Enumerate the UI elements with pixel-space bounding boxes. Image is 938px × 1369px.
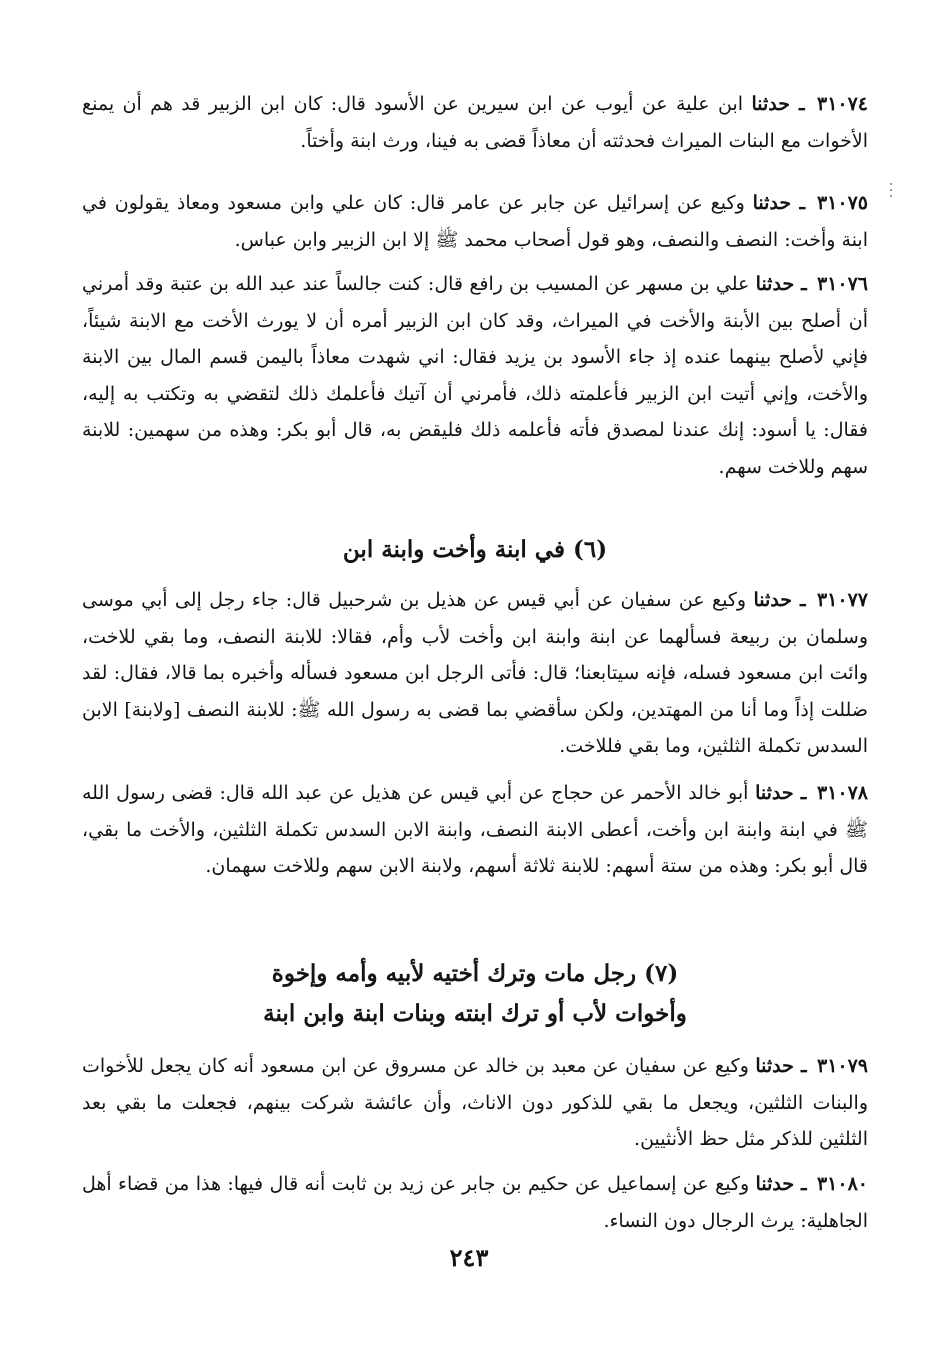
hadith-opening: ـ حدثنا [751,93,805,115]
hadith-number: ٣١٠٨٠ [816,1173,868,1195]
hadith-number: ٣١٠٧٩ [816,1055,869,1077]
hadith-number: ٣١٠٧٦ [816,273,868,295]
chapter-heading-7 [82,954,868,1034]
hadith-text: ابن علية عن أيوب عن ابن سيرين عن الأسود قال: كان ابن الزبير قد هم أن يمنع الأخوات مع البنات الميراث فحدثته أن معاذاً قضى به فينا، ورث ابنة وأختاً. [82,93,868,152]
chapter-heading-6 [82,530,868,570]
hadith-31078 [82,775,868,885]
hadith-number: ٣١٠٧٥ [816,192,868,214]
hadith-text: وكيع عن إسماعيل عن حكيم بن جابر عن زيد بن ثابت أنه قال فيها: هذا من قضاء أهل الجاهلية: يرث الرجال دون النساء. [82,1173,868,1232]
hadith-text: وكيع عن إسرائيل عن جابر عن عامر قال: كان علي وابن مسعود ومعاذ يقولون في ابنة وأخت: النصف والنصف، وهو قول أصحاب محمد ﷺ إلا ابن الزبير وابن عباس. [82,192,868,251]
hadith-31074 [82,86,868,159]
hadith-opening: ـ حدثنا [755,782,807,804]
chapter-heading-line: (٦) في ابنة وأخت وابنة ابن [342,536,608,563]
hadith-number: ٣١٠٧٧ [816,589,868,611]
hadith-31080 [82,1166,868,1239]
hadith-text: وكيع عن سفيان عن أبي قيس عن هذيل بن شرحبيل قال: جاء رجل إلى أبي موسى وسلمان بن ربيعة فسألهما عن ابنة وابنة ابن وأخت لأب وأم، فقالا: للابنة النصف، وما بقي للاخت، وائت ابن مسعود فسله، فإنه سيتابعنا؛ قال: فأتى الرجل ابن مسعود فسأله وأخبره بما قالا، فقال: لقد ضللت إذاً وما أنا من المهتدين، ولكن سأقضي بما قضى به رسول الله ﷺ: للابنة النصف [ولابنة] الابن السدس تكملة الثلثين، وما بقي فللاخت. [82,589,868,757]
margin-specks [888,180,894,204]
hadith-opening: ـ حدثنا [755,1055,807,1077]
hadith-31077 [82,582,868,765]
hadith-text: علي بن مسهر عن المسيب بن رافع قال: كنت جالساً عند عبد الله بن عتبة وقد أمرني أن أصلح بين الأبنة والأخت في الميراث، وقد كان ابن الزبير أمره أن لا يورث الأخت مع الابنة شيئاً، فإني لأصلح بينهما عنده إذ جاء الأسود بن يزيد فقال: اني شهدت معاذاً باليمن قسم المال بين الابنة والأخت، وإني أتيت ابن الزبير فأعلمته ذلك، فأمرني أن آتيك فأعلمك ذلك لتقضي به وتكتب به إليه، فقال: يا أسود: إنك عندنا لمصدق فأته فأعلمه ذلك فليقض به، قال أبو بكر: وهذه من سهمين: للابنة سهم وللاخت سهم. [82,273,868,478]
hadith-opening: ـ حدثنا [752,192,806,214]
hadith-number: ٣١٠٧٤ [816,93,869,115]
hadith-31076 [82,266,868,485]
chapter-heading-line: وأخوات لأب أو ترك ابنته وبنات ابنة وابن ابنة [263,1000,687,1027]
chapter-heading-line: (٧) رجل مات وترك أختيه لأبيه وأمه وإخوة [271,960,679,987]
hadith-text: وكيع عن سفيان عن معبد بن خالد عن مسروق عن ابن مسعود أنه كان يجعل للأخوات والبنات الثلثين، ويجعل ما بقي للذكور دون الاناث، وأن عائشة شركت بينهم، فجعلت ما بقي بعد الثلثين للذكر مثل حظ الأنثيين. [82,1055,868,1150]
hadith-number: ٣١٠٧٨ [816,782,868,804]
hadith-opening: ـ حدثنا [753,589,806,611]
hadith-opening: ـ حدثنا [755,273,807,295]
hadith-text: أبو خالد الأحمر عن حجاج عن أبي قيس عن هذيل عن عبد الله قال: قضى رسول الله ﷺ في ابنة وابنة ابن وأخت، أعطى الابنة النصف، وابنة الابن السدس تكملة الثلثين، والأخت ما بقي، قال أبو بكر: وهذه من ستة أسهم: للابنة ثلاثة أسهم، ولابنة الابن سهم وللاخت سهمان. [82,782,868,877]
hadith-opening: ـ حدثنا [755,1173,807,1195]
hadith-31079 [82,1048,868,1158]
hadith-31075 [82,185,868,258]
page-number: ٢٤٣ [449,1243,489,1272]
